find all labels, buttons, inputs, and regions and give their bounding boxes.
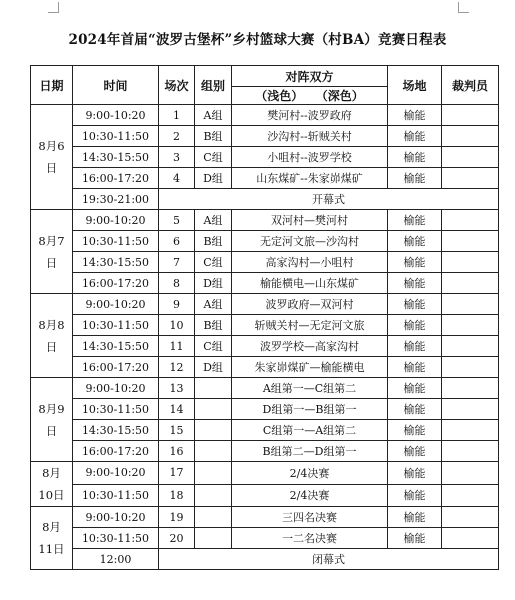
header-dark-color: （深色）: [315, 89, 364, 103]
game-no-cell: 16: [159, 441, 195, 462]
referee-cell: [442, 315, 499, 336]
matchup-cell: 沙沟村--斩贼关村: [232, 126, 388, 147]
matchup-cell: 波罗学校—高家沟村: [232, 336, 388, 357]
referee-cell: [442, 462, 499, 485]
table-row: [31, 315, 499, 336]
game-no-cell: 4: [159, 168, 195, 189]
date-cell: [31, 294, 73, 378]
venue-cell: 榆能: [388, 315, 442, 336]
time-cell: 9:00-10:20: [73, 105, 159, 126]
matchup-cell: 无定河文旅—沙沟村: [232, 231, 388, 252]
date-line: 日: [45, 255, 58, 270]
venue-cell: 榆能: [388, 273, 442, 294]
time-cell: 10:30-11:50: [73, 528, 159, 549]
time-cell: 10:30-11:50: [73, 231, 159, 252]
game-no-cell: 7: [159, 252, 195, 273]
group-cell: A组: [195, 294, 232, 315]
venue-cell: 榆能: [388, 294, 442, 315]
date-cell: [31, 462, 73, 507]
group-cell: B组: [195, 126, 232, 147]
referee-cell: [442, 528, 499, 549]
header-venue: 场地: [388, 66, 442, 105]
venue-cell: 榆能: [388, 399, 442, 420]
date-line: 8月6: [38, 139, 65, 153]
venue-cell: 榆能: [388, 462, 442, 485]
date-line: 日: [45, 423, 58, 438]
matchup-cell: 山东煤矿--朱家峁煤矿: [232, 168, 388, 189]
time-cell: 16:00-17:20: [73, 273, 159, 294]
date-cell: [31, 378, 73, 462]
group-cell: B组: [195, 315, 232, 336]
time-cell: 14:30-15:50: [73, 252, 159, 273]
referee-cell: [442, 147, 499, 168]
game-no-cell: 19: [159, 507, 195, 528]
matchup-cell: 朱家峁煤矿—榆能横电: [232, 357, 388, 378]
game-no-cell: 9: [159, 294, 195, 315]
venue-cell: 榆能: [388, 378, 442, 399]
header-matchup: 对阵双方: [232, 66, 388, 87]
game-no-cell: 15: [159, 420, 195, 441]
group-cell: [195, 378, 232, 399]
schedule-body: [31, 105, 499, 570]
crop-mark-top-left: [48, 2, 59, 13]
group-cell: A组: [195, 105, 232, 126]
header-group: 组别: [195, 66, 232, 105]
referee-cell: [442, 336, 499, 357]
group-cell: [195, 462, 232, 485]
table-row: [31, 210, 499, 231]
matchup-cell: 三四名决赛: [232, 507, 388, 528]
game-no-cell: 5: [159, 210, 195, 231]
referee-cell: [442, 168, 499, 189]
time-cell: 10:30-11:50: [73, 315, 159, 336]
ceremony-cell: 闭幕式: [159, 549, 499, 570]
venue-cell: 榆能: [388, 168, 442, 189]
group-cell: D组: [195, 168, 232, 189]
table-row: [31, 378, 499, 399]
group-cell: A组: [195, 210, 232, 231]
matchup-cell: 2/4决赛: [232, 484, 388, 507]
referee-cell: [442, 420, 499, 441]
date-cell: [31, 210, 73, 294]
group-cell: C组: [195, 252, 232, 273]
venue-cell: 榆能: [388, 147, 442, 168]
game-no-cell: 1: [159, 105, 195, 126]
venue-cell: 榆能: [388, 507, 442, 528]
referee-cell: [442, 126, 499, 147]
game-no-cell: 12: [159, 357, 195, 378]
table-row: [31, 273, 499, 294]
time-cell: 16:00-17:20: [73, 168, 159, 189]
matchup-cell: 斩贼关村—无定河文旅: [232, 315, 388, 336]
table-row: [31, 336, 499, 357]
table-row: [31, 189, 499, 210]
game-no-cell: 18: [159, 484, 195, 507]
game-no-cell: 3: [159, 147, 195, 168]
table-row: [31, 231, 499, 252]
table-row: [31, 507, 499, 528]
matchup-cell: 高家沟村—小咀村: [232, 252, 388, 273]
referee-cell: [442, 273, 499, 294]
matchup-cell: C组第一—A组第二: [232, 420, 388, 441]
referee-cell: [442, 441, 499, 462]
matchup-cell: 双河村—樊河村: [232, 210, 388, 231]
matchup-cell: A组第一—C组第二: [232, 378, 388, 399]
matchup-cell: 小咀村--波罗学校: [232, 147, 388, 168]
table-row: [31, 147, 499, 168]
date-line: 8月: [42, 520, 61, 534]
matchup-cell: 榆能横电—山东煤矿: [232, 273, 388, 294]
referee-cell: [442, 507, 499, 528]
group-cell: [195, 528, 232, 549]
referee-cell: [442, 231, 499, 252]
table-row: [31, 441, 499, 462]
venue-cell: 榆能: [388, 336, 442, 357]
header-team-colors: [232, 87, 388, 105]
ceremony-cell: 开幕式: [159, 189, 499, 210]
venue-cell: 榆能: [388, 420, 442, 441]
crop-mark-top-right: [458, 2, 469, 13]
time-cell: 16:00-17:20: [73, 441, 159, 462]
table-row: [31, 399, 499, 420]
venue-cell: 榆能: [388, 231, 442, 252]
time-cell: 9:00-10:20: [73, 210, 159, 231]
referee-cell: [442, 252, 499, 273]
game-no-cell: 6: [159, 231, 195, 252]
venue-cell: 榆能: [388, 105, 442, 126]
group-cell: D组: [195, 357, 232, 378]
group-cell: [195, 399, 232, 420]
table-row: [31, 252, 499, 273]
document-title: 2024年首届“波罗古堡杯”乡村篮球大赛（村BA）竞赛日程表: [68, 32, 447, 48]
matchup-cell: B组第二—D组第一: [232, 441, 388, 462]
header-light-color: （浅色）: [255, 89, 304, 103]
group-cell: [195, 441, 232, 462]
group-cell: [195, 507, 232, 528]
time-cell: 9:00-10:20: [73, 294, 159, 315]
table-row: [31, 420, 499, 441]
referee-cell: [442, 105, 499, 126]
time-cell: 9:00-10:20: [73, 378, 159, 399]
game-no-cell: 13: [159, 378, 195, 399]
table-row: [31, 168, 499, 189]
group-cell: B组: [195, 231, 232, 252]
date-line: 日: [45, 161, 58, 175]
time-cell: 10:30-11:50: [73, 399, 159, 420]
table-row: [31, 484, 499, 507]
referee-cell: [442, 294, 499, 315]
date-cell: [31, 507, 73, 570]
date-line: 日: [45, 339, 58, 354]
table-row: [31, 294, 499, 315]
date-line: 8月7: [38, 233, 65, 248]
header-date: 日期: [31, 66, 73, 105]
time-cell: 9:00-10:20: [73, 507, 159, 528]
matchup-cell: 2/4决赛: [232, 462, 388, 485]
table-row: [31, 357, 499, 378]
group-cell: C组: [195, 336, 232, 357]
table-row: [31, 105, 499, 126]
venue-cell: 榆能: [388, 126, 442, 147]
matchup-cell: 一二名决赛: [232, 528, 388, 549]
schedule-table: [30, 65, 499, 570]
time-cell: 9:00-10:20: [73, 462, 159, 485]
venue-cell: 榆能: [388, 441, 442, 462]
table-row: [31, 549, 499, 570]
table-row: [31, 528, 499, 549]
matchup-cell: 波罗政府—双河村: [232, 294, 388, 315]
time-cell: 10:30-11:50: [73, 126, 159, 147]
game-no-cell: 2: [159, 126, 195, 147]
group-cell: C组: [195, 147, 232, 168]
venue-cell: 榆能: [388, 210, 442, 231]
header-game-no: 场次: [159, 66, 195, 105]
time-cell: 10:30-11:50: [73, 484, 159, 507]
date-line: 11日: [38, 542, 65, 556]
venue-cell: 榆能: [388, 252, 442, 273]
time-cell: 14:30-15:50: [73, 420, 159, 441]
date-line: 8月8: [38, 317, 65, 332]
game-no-cell: 14: [159, 399, 195, 420]
referee-cell: [442, 210, 499, 231]
referee-cell: [442, 357, 499, 378]
date-cell: [31, 105, 73, 210]
group-cell: [195, 484, 232, 507]
game-no-cell: 10: [159, 315, 195, 336]
game-no-cell: 20: [159, 528, 195, 549]
group-cell: D组: [195, 273, 232, 294]
date-line: 8月9: [38, 401, 65, 416]
venue-cell: 榆能: [388, 357, 442, 378]
venue-cell: 榆能: [388, 528, 442, 549]
time-cell: 14:30-15:50: [73, 147, 159, 168]
referee-cell: [442, 484, 499, 507]
time-cell: 16:00-17:20: [73, 357, 159, 378]
matchup-cell: D组第一—B组第一: [232, 399, 388, 420]
table-row: [31, 126, 499, 147]
venue-cell: 榆能: [388, 484, 442, 507]
referee-cell: [442, 399, 499, 420]
matchup-cell: 樊河村--波罗政府: [232, 105, 388, 126]
table-row: [31, 462, 499, 485]
referee-cell: [442, 378, 499, 399]
time-cell: 12:00: [73, 549, 159, 570]
group-cell: [195, 420, 232, 441]
game-no-cell: 17: [159, 462, 195, 485]
game-no-cell: 11: [159, 336, 195, 357]
header-time: 时间: [73, 66, 159, 105]
date-line: 8月: [42, 466, 61, 480]
header-referee: 裁判员: [442, 66, 499, 105]
game-no-cell: 8: [159, 273, 195, 294]
time-cell: 19:30-21:00: [73, 189, 159, 210]
date-line: 10日: [38, 488, 65, 502]
time-cell: 14:30-15:50: [73, 336, 159, 357]
